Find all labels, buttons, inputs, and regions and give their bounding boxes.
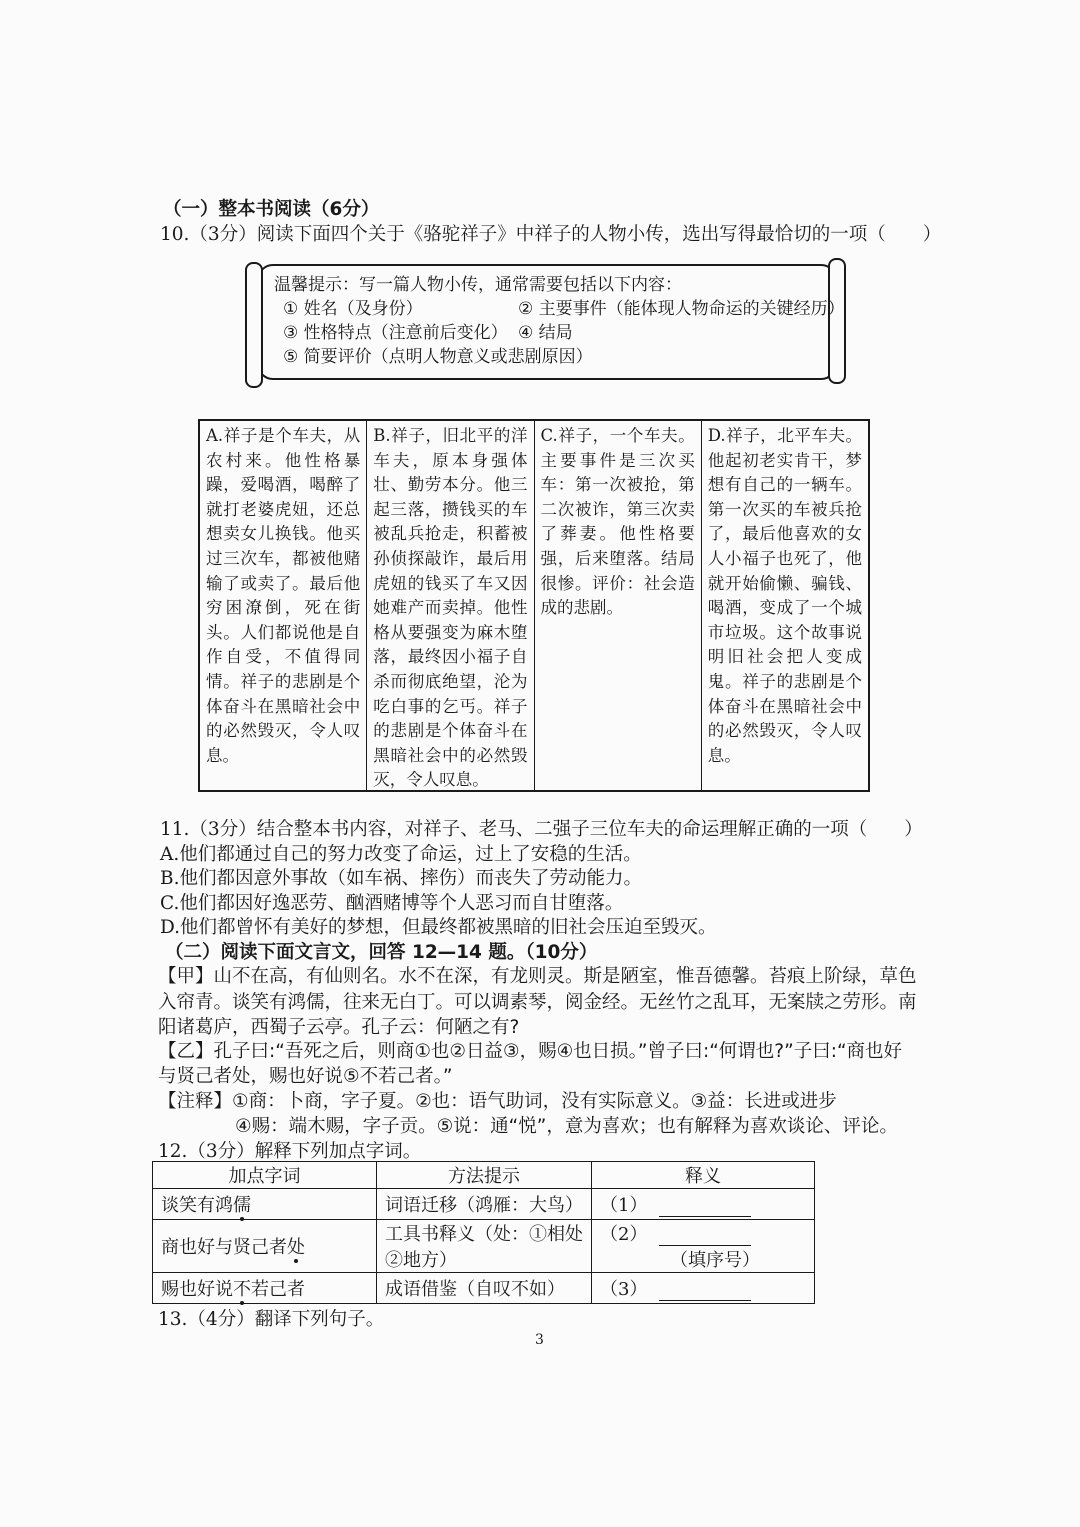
dotted-char: 处 — [287, 1237, 305, 1258]
answer-cell: （3） — [592, 1273, 815, 1304]
option-a: A.祥子是个车夫，从农村来。他性格暴躁，爱喝酒，喝醉了就打老婆虎妞，还总想卖女儿换钱。他买过三次车，都被他赌输了或卖了。最后他穷困潦倒，死在街头。人们都说他是自作自受，不值得同情。祥子的悲剧是个体奋斗在黑暗社会中的必然毁灭，令人叹息。 — [200, 421, 367, 790]
scroll-roll-left — [245, 262, 263, 388]
passage-jia-line-1: 【甲】山不在高，有仙则名。水不在深，有龙则灵。斯是陋室，惟吾德馨。苔痕上阶绿，草色 — [158, 966, 917, 987]
page-number: 3 — [535, 1332, 544, 1348]
tip-item-2: ② 主要事件（能体现人物命运的关键经历） — [518, 299, 845, 319]
question-11-option-b: B.他们都因意外事故（如车祸、摔伤）而丧失了劳动能力。 — [160, 868, 642, 889]
vocab-table-header — [153, 1162, 815, 1189]
option-d: D.祥子，北平车夫。他起初老实肯干，梦想有自己的一辆车。第一次买的车被兵抢了，最后他喜欢的女人小福子也死了，他就开始偷懒、骗钱、喝酒，变成了一个城市垃圾。这个故事说明旧社会把人变成鬼。祥子的悲剧是个体奋斗在黑暗社会中的必然毁灭，令人叹息。 — [707, 426, 862, 765]
question-12-stem: 12.（3分）解释下列加点字词。 — [158, 1141, 422, 1162]
dotted-char: 不 — [233, 1279, 251, 1300]
question-11-stem: 11.（3分）结合整本书内容，对祥子、老马、二强子三位车夫的命运理解正确的一项（ ） — [160, 819, 923, 840]
header-hint: 方法提示 — [377, 1162, 592, 1189]
scroll-roll-right — [828, 258, 846, 384]
question-11-option-d: D.他们都曾怀有美好的梦想，但最终都被黑暗的旧社会压迫至毁灭。 — [160, 917, 717, 938]
tip-title: 温馨提示：写一篇人物小传，通常需要包括以下内容： — [274, 275, 682, 295]
tip-item-3: ③ 性格特点（注意前后变化） — [283, 323, 508, 343]
word-cell: 谈笑有鸿儒 — [153, 1189, 377, 1220]
word-cell: 赐也好说不若己者 — [153, 1273, 377, 1304]
notes-line-1: 【注释】①商：卜商，字子夏。②也：语气助词，没有实际意义。③益：长进或进步 — [158, 1091, 837, 1112]
option-c: C.祥子，一个车夫。主要事件是三次买车：第一次被抢，第二次被诈，第三次卖了葬妻。他性格要强，后来堕落。结局很惨。评价：社会造成的悲剧。 — [535, 421, 702, 790]
question-11-option-c: C.他们都因好逸恶劳、酗酒赌博等个人恶习而自甘堕落。 — [160, 893, 624, 914]
tip-item-1: ① 姓名（及身份） — [283, 299, 423, 319]
word-cell: 商也好与贤己者处 — [153, 1220, 377, 1273]
table-row — [153, 1220, 815, 1273]
question-11-option-a: A.他们都通过自己的努力改变了命运，过上了安稳的生活。 — [160, 844, 642, 865]
table-row — [153, 1273, 815, 1304]
hint-cell: 成语借鉴（自叹不如） — [377, 1273, 592, 1304]
answer-blank-3[interactable] — [659, 1282, 751, 1301]
tip-item-5: ⑤ 简要评价（点明人物意义或悲剧原因） — [283, 347, 593, 367]
answer-blank-2[interactable] — [659, 1227, 751, 1246]
answer-cell: （1） — [592, 1189, 815, 1220]
tip-item-4: ④ 结局 — [518, 323, 573, 343]
header-meaning: 释义 — [592, 1162, 815, 1189]
passage-jia-line-2: 入帘青。谈笑有鸿儒，往来无白丁。可以调素琴，阅金经。无丝竹之乱耳，无案牍之劳形。南 — [158, 992, 917, 1013]
question-13-stem: 13.（4分）翻译下列句子。 — [158, 1309, 385, 1330]
option-table — [198, 419, 870, 792]
answer-blank-1[interactable] — [659, 1198, 751, 1217]
answer-cell: （2） （填序号） — [592, 1220, 815, 1273]
passage-yi-line-2: 与贤己者处，赐也好说⑤不若己者。” — [158, 1066, 453, 1087]
notes-line-2: ④赐：端木赐，字子贡。⑤说：通“悦”，意为喜欢；也有解释为喜欢谈论、评论。 — [235, 1116, 898, 1137]
vocab-table — [152, 1161, 815, 1304]
dotted-char: 儒 — [233, 1195, 251, 1216]
section-heading-2: （二）阅读下面文言文，回答 12—14 题。（10分） — [165, 942, 598, 963]
option-b: B.祥子，旧北平的洋车夫，原本身强体壮、勤劳本分。他三起三落，攒钱买的车被乱兵抢走，积蓄被孙侦探敲诈，最后用虎妞的钱买了车又因她难产而卖掉。他性格从要强变为麻木堕落，最终因小福子自杀而彻底绝望，沦为吃白事的乞丐。祥子的悲剧是个体奋斗在黑暗社会中的必然毁灭，令人叹息。 — [367, 421, 534, 790]
header-word: 加点字词 — [153, 1162, 377, 1189]
passage-jia-line-3: 阳诸葛庐，西蜀子云亭。孔子云：何陋之有? — [158, 1017, 520, 1038]
tip-scroll — [243, 258, 848, 392]
table-row — [153, 1189, 815, 1220]
section-heading-1: （一）整本书阅读（6分） — [163, 199, 380, 220]
hint-cell: 词语迁移（鸿雁：大鸟） — [377, 1189, 592, 1220]
passage-yi-line-1: 【乙】孔子曰:“吾死之后，则商①也②日益③，赐④也日损。”曾子曰:“何谓也?”子曰:“商也好 — [158, 1041, 903, 1062]
question-10-stem: 10.（3分）阅读下面四个关于《骆驼祥子》中祥子的人物小传，选出写得最恰切的一项（ ） — [160, 224, 942, 245]
hint-cell: 工具书释义（处：①相处 ②地方） — [377, 1220, 592, 1273]
